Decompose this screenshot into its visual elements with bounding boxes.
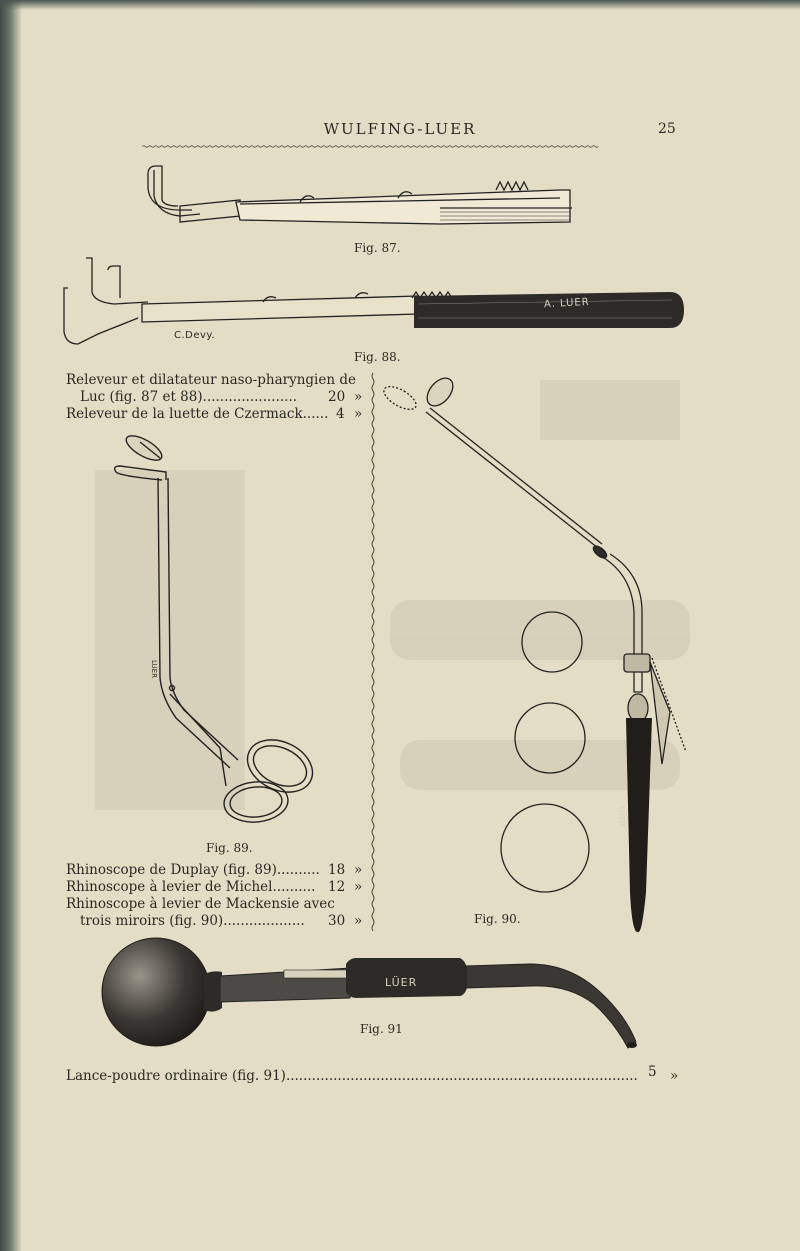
- entry-dot-leader: ..................................................................................: [285, 1068, 638, 1084]
- entry-price: 5: [648, 1064, 657, 1080]
- entry-label: Rhinoscope à levier de Michel: [66, 879, 273, 895]
- entry-price: 12: [328, 879, 346, 895]
- entry-label: Rhinoscope à levier de Mackensie avec: [66, 896, 335, 912]
- fig91-caption: Fig. 91: [360, 1022, 403, 1036]
- catalog-entry: [80, 389, 366, 406]
- entry-price: 30: [328, 913, 346, 929]
- catalog-entry: [66, 406, 366, 423]
- fig90-caption: Fig. 90.: [474, 912, 521, 926]
- fig91-luer-mark: LÜER: [385, 976, 418, 989]
- fig90-luer-mark: LUER: [617, 806, 626, 827]
- entry-label: Lance-poudre ordinaire (fig. 91): [66, 1068, 286, 1084]
- entry-unit: »: [354, 879, 363, 895]
- entry-price: 20: [328, 389, 346, 405]
- catalog-entry: [66, 862, 366, 879]
- entry-dot-leader: ..........: [276, 862, 320, 878]
- fig90-rhinoscope-illustration: [380, 372, 700, 932]
- entry-label: Rhinoscope de Duplay (fig. 89): [66, 862, 277, 878]
- entry-unit: »: [354, 406, 363, 422]
- entry-dot-leader: ......: [302, 406, 329, 422]
- entry-unit: »: [670, 1068, 679, 1084]
- entry-unit: »: [354, 862, 363, 878]
- entry-dot-leader: ......................: [202, 389, 298, 405]
- entry-unit: »: [354, 389, 363, 405]
- header-wavy-rule: [66, 145, 676, 148]
- entry-label: Releveur et dilatateur naso-pharyngien de: [66, 372, 356, 388]
- fig89-rhinoscope-illustration: [110, 428, 330, 828]
- fig89-luer-mark: LUER: [150, 660, 158, 678]
- running-header: WULFING-LUER: [323, 120, 477, 138]
- fig87-caption: Fig. 87.: [354, 241, 401, 255]
- engraver-signature: C.Devy.: [174, 330, 216, 341]
- scan-edge-left: [0, 0, 22, 1251]
- catalog-entry: [66, 879, 366, 896]
- fig88-caption: Fig. 88.: [354, 350, 401, 364]
- fig88-retractor-illustration: [58, 252, 698, 352]
- column-wavy-separator: [367, 373, 379, 933]
- catalog-entry: [66, 372, 366, 389]
- fig88-luer-mark: A. LUER: [543, 296, 590, 311]
- entry-label: trois miroirs (fig. 90): [80, 913, 224, 929]
- catalog-entry: [66, 1064, 706, 1085]
- entry-dot-leader: ..........: [272, 879, 316, 895]
- entry-price: 18: [328, 862, 346, 878]
- page-number: 25: [658, 121, 676, 137]
- fig89-caption: Fig. 89.: [206, 841, 253, 855]
- entry-dot-leader: ...................: [223, 913, 305, 929]
- entry-unit: »: [354, 913, 363, 929]
- catalog-entry: [80, 913, 366, 930]
- fig91-powder-blower-illustration: [100, 934, 640, 1054]
- catalog-entry: [66, 896, 366, 913]
- entry-price: 4: [336, 406, 345, 422]
- entry-label: Releveur de la luette de Czermack: [66, 406, 303, 422]
- entry-label: Luc (fig. 87 et 88): [80, 389, 203, 405]
- scan-edge-top: [0, 0, 800, 10]
- fig87-retractor-illustration: [140, 160, 580, 240]
